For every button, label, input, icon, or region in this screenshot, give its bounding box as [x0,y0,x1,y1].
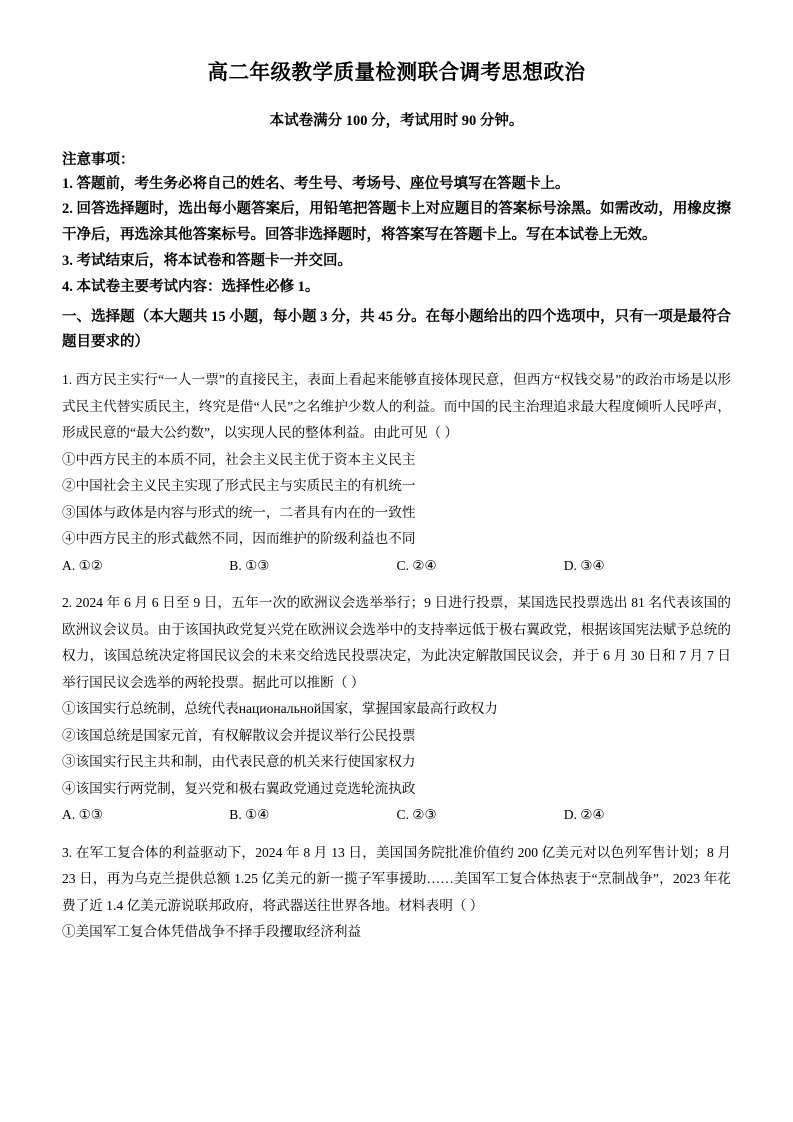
choice-d: D. ②④ [563,807,605,823]
question-stem: 2. 2024 年 6 月 6 日至 9 日，五年一次的欧洲议会选举举行；9 日进行投票，某国选民投票选出 81 名代表该国的欧洲议会议员。由于该国执政党复兴党在欧洲议会选举中的支持率远低于极右翼政党，根据该国宪法赋予总统的权力，该国总统决定将国民议会的未来交给选民投票决定，为此决定解散国民议会，并于 6 月 30 日和 7 月 7 日举行国民议会选举的两轮投票。据此可以推断（ ） [62,595,731,690]
choice-c: C. ②④ [396,557,437,573]
question-option: ①美国军工复合体凭借战争不择手段攫取经济利益 [62,924,362,940]
choice-b: B. ①④ [229,807,270,823]
notice-line-4: 4. 本试卷主要考试内容：选择性必修 1。 [62,278,320,295]
section-heading-multiple-choice: 一、选择题（本大题共 15 小题，每小题 3 分，共 45 分。在每小题给出的四个选项中，只有一项是最符合题目要求的） [62,308,731,351]
question-option: ②中国社会主义民主实现了形式民主与实质民主的有机统一 [62,478,416,494]
notice-line-1: 1. 答题前，考生务必将自己的姓名、考生号、考场号、座位号填写在答题卡上。 [62,175,570,192]
question-option: ①该国实行总统制，总统代表национальной国家，掌握国家最高行政权力 [62,701,498,717]
question-option: ③该国实行民主共和制，由代表民意的机关来行使国家权力 [62,754,416,770]
page-title: 高二年级教学质量检测联合调考思想政治 [207,62,586,84]
choice-a: A. ①② [62,557,103,573]
notice-line-2: 2. 回答选择题时，选出每小题答案后，用铅笔把答题卡上对应题目的答案标号涂黑。如需改动，用橡皮擦干净后，再选涂其他答案标号。回答非选择题时，将答案写在答题卡上。写在本试卷上无效。 [62,201,731,244]
question-stem: 3. 在军工复合体的利益驱动下，2024 年 8 月 13 日，美国国务院批准价值约 200 亿美元对以色列军售计划；8 月 23 日，再为乌克兰提供总额 1.25 亿美元的新一揽子军事援助……美国军工复合体热衷于“烹制战争”，2023 年花费了近 1.4 亿美元游说联邦政府，将武器送往世界各地。材料表明（ ） [62,844,731,913]
question-stem: 1. 西方民主实行“一人一票”的直接民主，表面上看起来能够直接体现民意，但西方“权钱交易”的政治市场是以形式民主代替实质民主，终究是借“人民”之名维护少数人的利益。而中国的民主治理追求最大程度倾听人民呼声，形成民意的“最大公约数”，以实现人民的整体利益。由此可见（ ） [62,372,731,441]
question-option: ④该国实行两党制，复兴党和极右翼政党通过竞选轮流执政 [62,780,416,796]
choice-a: A. ①③ [62,807,103,823]
question-option: ②该国总统是国家元首，有权解散议会并提议举行公民投票 [62,727,416,743]
notice-heading: 注意事项： [62,151,135,168]
choice-d: D. ③④ [563,557,605,573]
question-option: ①中西方民主的本质不同，社会主义民主优于资本主义民主 [62,451,416,467]
exam-subtitle: 本试卷满分 100 分，考试用时 90 分钟。 [269,112,524,129]
notice-line-3: 3. 考试结束后，将本试卷和答题卡一并交回。 [62,253,352,270]
question-option: ④中西方民主的形式截然不同，因而维护的阶级利益也不同 [62,531,416,547]
question-choices [62,553,731,580]
question-option: ③国体与政体是内容与形式的统一，二者具有内在的一致性 [62,504,416,520]
choice-b: B. ①③ [229,557,270,573]
choice-c: C. ②③ [396,807,437,823]
question-choices [62,802,731,829]
